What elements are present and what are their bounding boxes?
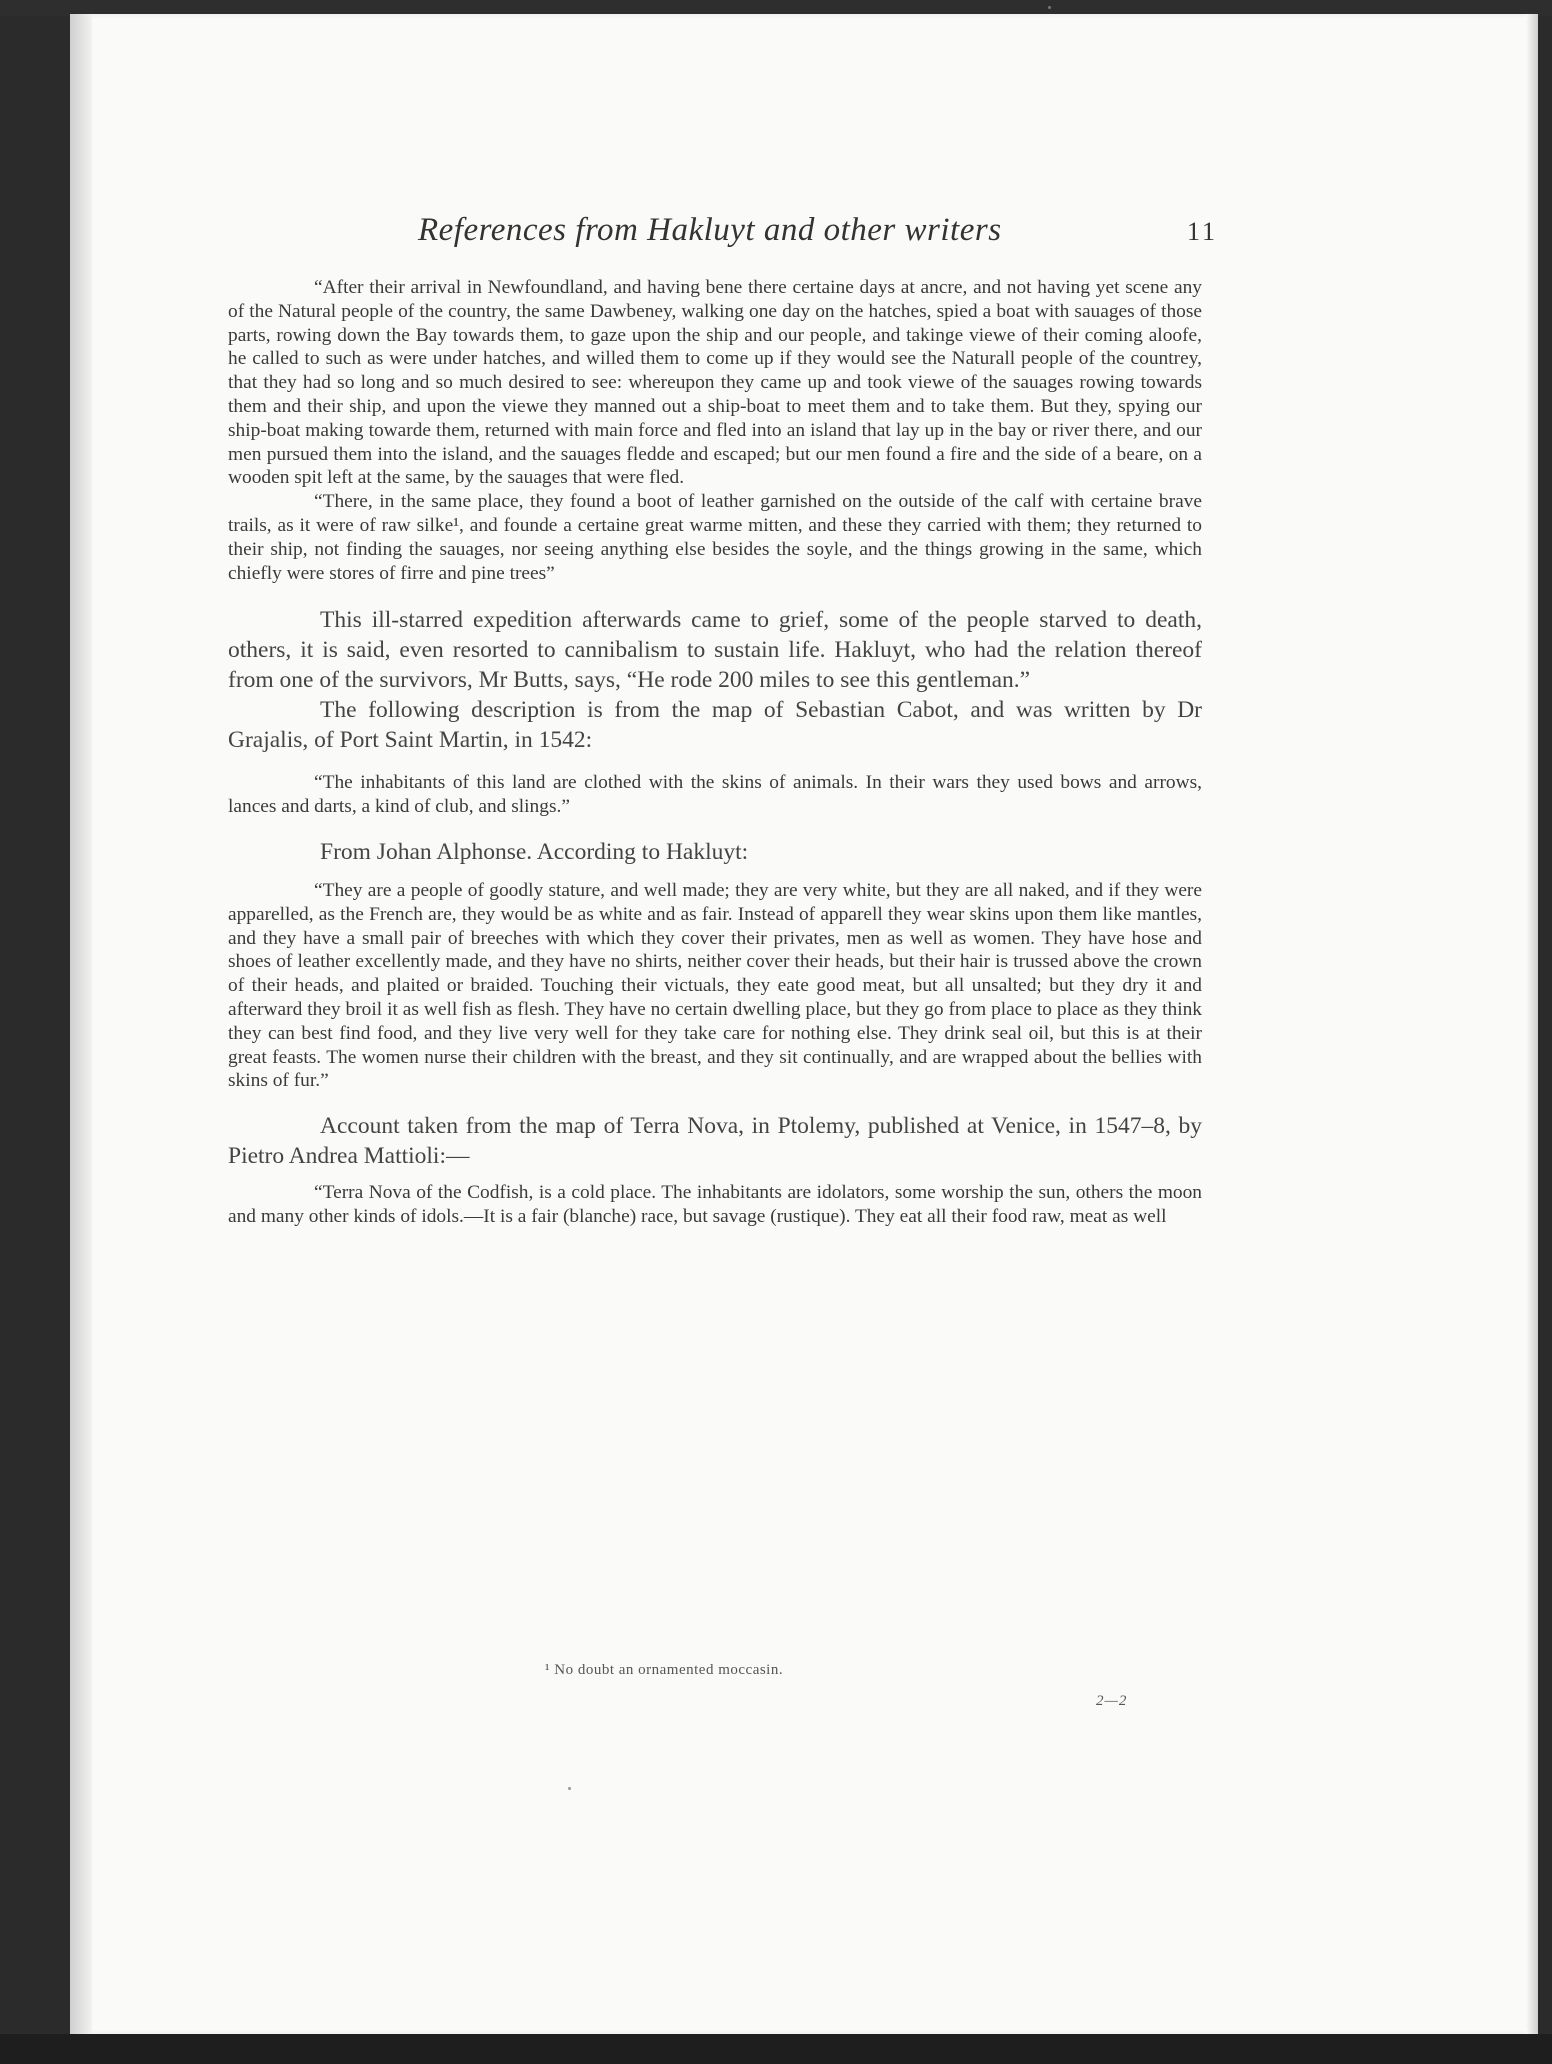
quote-terra-nova: “Terra Nova of the Codfish, is a cold place. The inhabitants are idolators, some worship the sun, others the moon and many other kinds of idols.—It is a fair (blanche) race, but savage (rustique). They eat all their food raw, meat as well	[228, 1182, 1202, 1227]
scan-speck	[568, 1787, 571, 1790]
quote-cabot-inhabitants: “The inhabitants of this land are clothed with the skins of animals. In their wars they used bows and arrows, lances and darts, a kind of club, and slings.”	[228, 772, 1202, 818]
signature-mark: 2—2	[1096, 1693, 1128, 1709]
paragraph-cabot-map: The following description is from the map of Sebastian Cabot, and was written by Dr Grajalis, of Port Saint Martin, in 1542:	[228, 697, 1202, 754]
page-edge-right	[1526, 14, 1538, 2034]
running-header	[418, 212, 1218, 252]
paragraph-terra-nova-map: Account taken from the map of Terra Nova, in Ptolemy, published at Venice, in 1547–8, by Pietro Andrea Mattioli:—	[228, 1113, 1202, 1170]
page-body	[228, 276, 1202, 1229]
quote-dawbeney: “After their arrival in Newfoundland, and having bene there certaine days at ancre, and not having yet scene any of the Natural people of the country, the same Dawbeney, walking one day on the hatches, spied a boat with sauages of those parts, rowing down the Bay towards them, to gaze upon the ship and our people, and takinge viewe of their coming aloofe, he called to such as were under hatches, and willed them to come up if they would see the Naturall people of the countrey, that they had so long and so much desired to see: whereupon they came up and took viewe of the sauages rowing towards them and their ship, and upon the viewe they manned out a ship-boat to meet them and to take them. But they, spying our ship-boat making towarde them, returned with main force and fled into an island that lay up in the bay or river there, and our men pursued them into the island, and the sauages fledde and escaped; but our men found a fire and the side of a beare, on a wooden spit left at the same, by the sauages that were fled.	[228, 277, 1202, 489]
page-gutter-shadow	[70, 14, 92, 2034]
page-number: 11	[1186, 217, 1218, 246]
footnote: ¹ No doubt an ornamented moccasin.	[545, 1662, 784, 1678]
scan-speck	[1048, 6, 1051, 9]
heading-johan-alphonse: From Johan Alphonse. According to Hakluyt:	[320, 838, 749, 865]
scan-border-bottom	[0, 2034, 1552, 2064]
running-title: References from Hakluyt and other writers	[418, 212, 1002, 248]
quote-boot-of-leather: “There, in the same place, they found a boot of leather garnished on the outside of the calf with certaine brave trails, as it were of raw silke¹, and founde a certaine great warme mitten, and these they carried with them; they returned to their ship, not finding the sauages, nor seeing anything else besides the soyle, and the things growing in the same, which chiefly were stores of firre and pine trees”	[228, 491, 1202, 584]
quote-alphonse: “They are a people of goodly stature, and well made; they are very white, but they are all naked, and if they were apparelled, as the French are, they would be as white and as fair. Instead of apparell they wear skins upon them like mantles, and they have a small pair of breeches with which they cover their privates, men as well as women. They have hose and shoes of leather excellently made, and they have no shirts, neither cover their heads, but their hair is trussed above the crown of their heads, and plaited or braided. Touching their victuals, they eate good meat, but all unsalted; but they dry it and afterward they broil it as well fish as flesh. They have no certain dwelling place, but they go from place to place as they think they can best find food, and they live very well for they take care for nothing else. They drink seal oil, but this is at their great feasts. The women nurse their children with the breast, and they sit continually, and are wrapped about the bellies with skins of fur.”	[228, 879, 1202, 1092]
paragraph-expedition-grief: This ill-starred expedition afterwards came to grief, some of the people starved to death, others, it is said, even resorted to cannibalism to sustain life. Hakluyt, who had the relation thereof from one of the survivors, Mr Butts, says, “He rode 200 miles to see this gentleman.”	[228, 607, 1202, 694]
